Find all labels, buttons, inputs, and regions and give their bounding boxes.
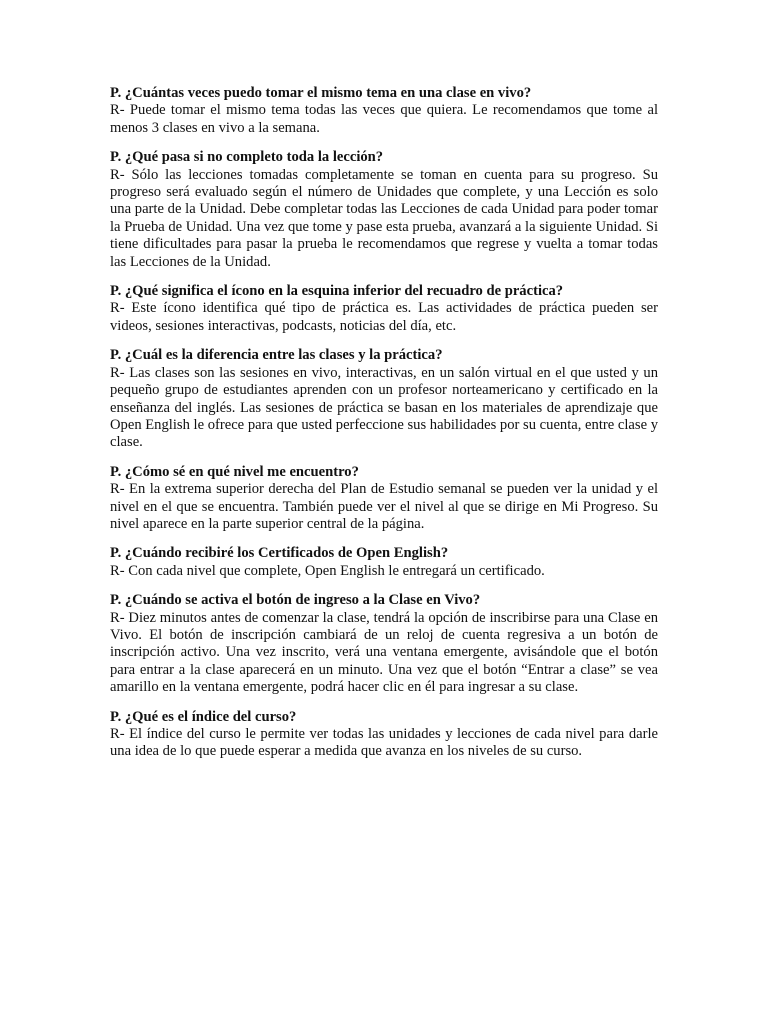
faq-answer: R- El índice del curso le permite ver todas las unidades y lecciones de cada nivel para darle una idea de lo que puede esperar a medida que avanza en los niveles de su curso. [110, 726, 658, 760]
faq-answer: R- Sólo las lecciones tomadas completamente se toman en cuenta para su progreso. Su progreso será evaluado según el número de Unidades que complete, y una Lección es solo una parte de la Unidad. Debe completar todas las Lecciones de cada Unidad para poder tomar la Prueba de Unidad. Una vez que tome y pase esta prueba, avanzará a la siguiente Unidad. Si tiene dificultades para pasar la prueba le recomendamos que regrese y vuelta a tomar todas las Lecciones de la Unidad. [110, 166, 658, 270]
faq-item [110, 545, 658, 580]
faq-question: P. ¿Cuándo recibiré los Certificados de Open English? [110, 545, 449, 562]
faq-item [110, 709, 658, 761]
faq-question: P. ¿Qué significa el ícono en la esquina inferior del recuadro de práctica? [110, 283, 564, 300]
faq-item [110, 283, 658, 335]
faq-question: P. ¿Cuándo se activa el botón de ingreso a la Clase en Vivo? [110, 592, 481, 609]
faq-question: P. ¿Cuántas veces puedo tomar el mismo tema en una clase en vivo? [110, 85, 532, 101]
faq-answer: R- Puede tomar el mismo tema todas las veces que quiera. Le recomendamos que tome al menos 3 clases en vivo a la semana. [110, 102, 658, 136]
faq-item [110, 347, 658, 451]
faq-question: P. ¿Cuál es la diferencia entre las clases y la práctica? [110, 347, 443, 364]
faq-answer: R- Las clases son las sesiones en vivo, interactivas, en un salón virtual en el que usted y un pequeño grupo de estudiantes aprenden con un profesor norteamericano y certificado en la enseñanza del inglés. Las sesiones de práctica se basan en los materiales de aprendizaje que Open English le ofrece para que usted perfeccione sus habilidades por su cuenta, entre clase y clase. [110, 364, 658, 451]
faq-question: P. ¿Qué pasa si no completo toda la lección? [110, 149, 384, 166]
faq-answer: R- Diez minutos antes de comenzar la clase, tendrá la opción de inscribirse para una Clase en Vivo. El botón de inscripción cambiará de un reloj de cuenta regresiva a un botón de inscripción activo. Una vez inscrito, verá una ventana emergente, avisándole que el botón para entrar a la clase aparecerá en un minuto. Una vez que el botón “Entrar a clase” se vea amarillo en la ventana emergente, podrá hacer clic en él para ingresar a su clase. [110, 609, 658, 696]
faq-question: P. ¿Qué es el índice del curso? [110, 708, 297, 725]
faq-item [110, 464, 658, 534]
faq-item [110, 85, 658, 137]
faq-answer: R- Este ícono identifica qué tipo de práctica es. Las actividades de práctica pueden ser videos, sesiones interactivas, podcasts, noticias del día, etc. [110, 300, 658, 334]
faq-item [110, 149, 658, 271]
faq-answer: R- Con cada nivel que complete, Open English le entregará un certificado. [110, 562, 545, 579]
faq-document [110, 85, 658, 773]
faq-answer: R- En la extrema superior derecha del Plan de Estudio semanal se pueden ver la unidad y el nivel en el que se encuentra. También puede ver el nivel al que se dirige en Mi Progreso. Su nivel aparece en la parte superior central de la página. [110, 481, 658, 532]
faq-question: P. ¿Cómo sé en qué nivel me encuentro? [110, 463, 359, 480]
faq-item [110, 592, 658, 696]
